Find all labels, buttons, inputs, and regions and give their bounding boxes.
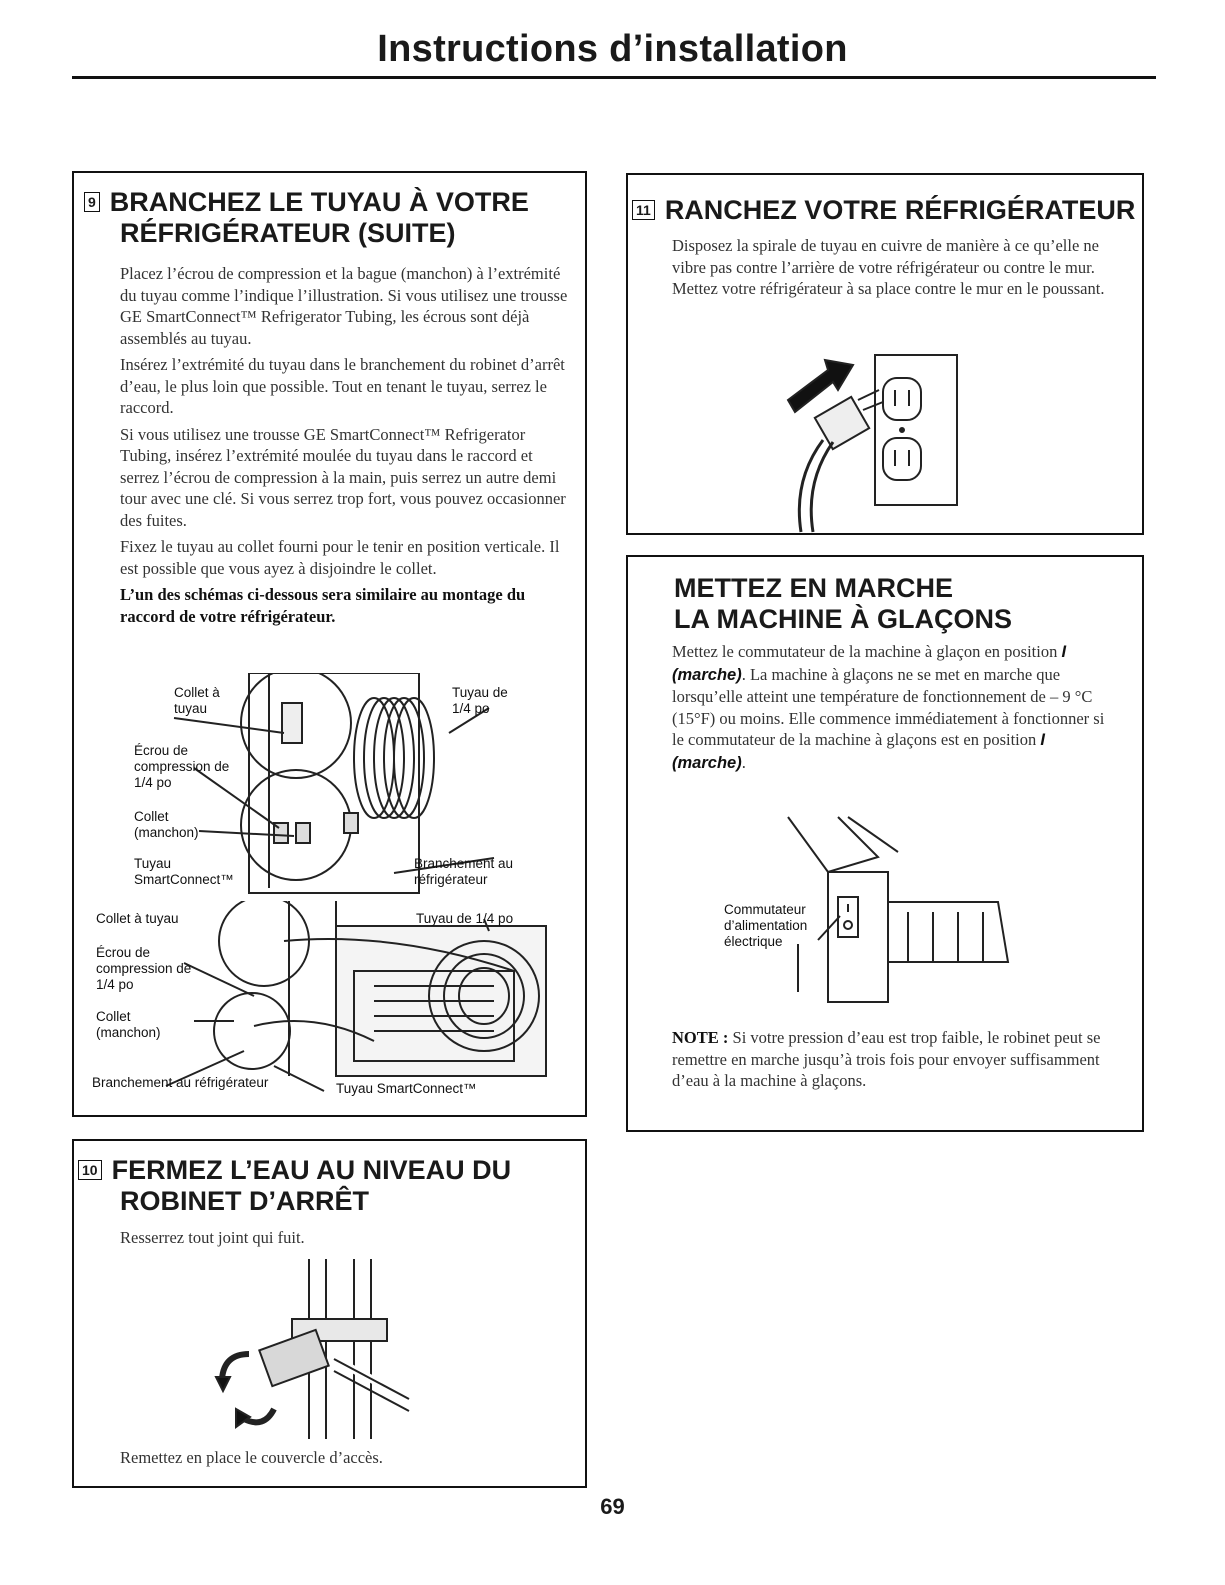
step9-panel (72, 171, 587, 1117)
step9-heading-line1: BRANCHEZ LE TUYAU À VOTRE (109, 187, 529, 217)
d2-label-tuyau-14: Tuyau de 1/4 po (416, 911, 514, 926)
d2-label-ecrou: Écrou de compression de 1/4 po (96, 945, 192, 992)
d2-label-branchement: Branchement au réfrigérateur (92, 1075, 269, 1090)
page-number: 69 (600, 1494, 625, 1519)
icemaker-text (672, 641, 1120, 774)
icemaker-switch-label: Commutateur d’alimentation électrique (724, 902, 808, 949)
step10-heading (78, 1155, 583, 1217)
d2-label-tuyau-smart: Tuyau SmartConnect™ (336, 1081, 477, 1096)
icemaker-heading (674, 573, 1134, 635)
step10-number: 10 (78, 1160, 102, 1180)
step10-heading-line2: ROBINET D’ARRÊT (120, 1186, 369, 1216)
step11-number: 11 (632, 200, 655, 220)
d1-label-tuyau-14: Tuyau de 1/4 po (452, 685, 508, 716)
title-rule (72, 76, 1156, 79)
icemaker-note-label: NOTE : (672, 1028, 729, 1047)
step11-heading (632, 195, 1140, 226)
step9-para3: Si vous utilisez une trousse GE SmartConnect™ Refrigerator Tubing, insérez l’extrémité moulée du tuyau dans le raccord et serrez l’écrou de compression à la main, puis serrez un autre demi tour avec une clé. Si vous serrez trop fort, vous pouvez occasionner des fuites. (120, 424, 566, 530)
step10-text-bottom: Remettez en place le couvercle d’accès. (120, 1448, 383, 1467)
step10-heading-line1: FERMEZ L’EAU AU NIVEAU DU (111, 1155, 512, 1185)
step11-panel (626, 173, 1144, 535)
d2-label-collet-manchon: Collet (manchon) (96, 1009, 161, 1040)
d2-label-collet-tuyau: Collet à tuyau (96, 911, 179, 926)
page-title: Instructions d’installation (377, 28, 848, 70)
icemaker-em-marche-1: I (marche) (672, 643, 1067, 684)
step10-panel (72, 1139, 587, 1488)
step9-heading-line2: RÉFRIGÉRATEUR (SUITE) (120, 218, 456, 248)
step9-para4: Fixez le tuyau au collet fourni pour le tenir en position verticale. Il est possible que vous ayez à disjoindre le collet. (120, 537, 560, 578)
step11-text: Disposez la spirale de tuyau en cuivre de manière à ce qu’elle ne vibre pas contre l’arrière de votre réfrigérateur ou contre le mur. Mettez votre réfrigérateur à sa place contre le mur en le poussant. (672, 236, 1105, 298)
icemaker-text-c: . (741, 752, 746, 772)
d1-label-branchement: Branchement au réfrigérateur (414, 856, 514, 887)
d1-label-ecrou: Écrou de compression de 1/4 po (134, 743, 230, 790)
step9-body (120, 263, 575, 632)
shutoff-valve-illustration (204, 1259, 444, 1439)
d1-label-collet-manchon: Collet (manchon) (134, 809, 199, 840)
icemaker-heading-line2: LA MACHINE À GLAÇONS (674, 604, 1012, 634)
icemaker-text-a: Mettez le commutateur de la machine à glaçon en position (672, 642, 1062, 661)
icemaker-note (672, 1027, 1120, 1092)
icemaker-text-b: . La machine à glaçons ne se met en marche que lorsqu’elle atteint une température de fonctionnement de – 9 °C (15°F) ou moins. Elle commence immédiatement à fonctionner si le commutateur de la machine à glaçons est en position (672, 664, 1105, 749)
icemaker-heading-line1: METTEZ EN MARCHE (674, 573, 953, 603)
outlet-plug-illustration (783, 350, 983, 535)
step11-heading-text: RANCHEZ VOTRE RÉFRIGÉRATEUR (664, 195, 1136, 225)
icemaker-panel (626, 555, 1144, 1132)
step10-text-top: Resserrez tout joint qui fuit. (120, 1228, 305, 1247)
step9-number: 9 (84, 192, 100, 212)
d1-label-collet-tuyau: Collet à tuyau (174, 685, 220, 716)
d1-label-tuyau-smart: Tuyau SmartConnect™ (134, 856, 234, 887)
step9-note: L’un des schémas ci-dessous sera similaire au montage du raccord de votre réfrigérateur. (120, 585, 526, 626)
step9-heading (84, 187, 579, 249)
icemaker-note-text: Si votre pression d’eau est trop faible, le robinet peut se remettre en marche jusqu’à trois fois pour envoyer suffisamment d’eau à la machine à glaçons. (672, 1028, 1101, 1090)
step9-para2: Insérez l’extrémité du tuyau dans le branchement du robinet d’arrêt d’eau, le plus loin que possible. Tout en tenant le tuyau, serrez le raccord. (120, 355, 565, 417)
icemaker-em-marche-2: I (marche) (672, 731, 1045, 772)
step9-para1: Placez l’écrou de compression et la bague (manchon) à l’extrémité du tuyau comme l’indique l’illustration. Si vous utilisez une trousse GE SmartConnect™ Refrigerator Tubing, les écrous sont déjà assemblés au tuyau. (120, 264, 568, 348)
